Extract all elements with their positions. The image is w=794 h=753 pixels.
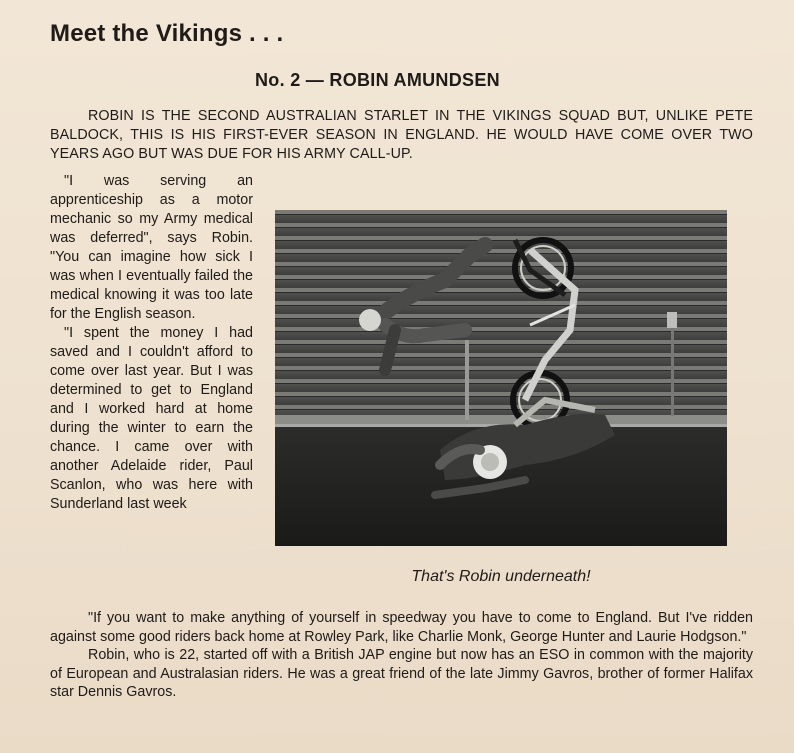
left-column-paragraph: "I was serving an apprenticeship as a motor mechanic so my Army medical was deferred", says Robin. "You can imagine how sick I was when I eventually failed the medical knowing it was too late for the English season. xyxy=(50,173,253,322)
intro-paragraph xyxy=(50,107,753,164)
speedway-photo xyxy=(275,210,727,546)
article-subheading: No. 2 — ROBIN AMUNDSEN xyxy=(255,70,500,90)
body-text xyxy=(50,609,753,702)
page-heading: Meet the Vikings . . . xyxy=(50,20,284,47)
photo-caption: That's Robin underneath! xyxy=(411,568,591,585)
intro-text: ROBIN IS THE SECOND AUSTRALIAN STARLET IN THE VIKINGS SQUAD BUT, UNLIKE PETE BALDOCK, THIS IS HIS FIRST-EVER SEASON IN ENGLAND. HE WOULD HAVE COME OVER TWO YEARS AGO BUT WAS DUE FOR HIS ARMY CALL-UP. xyxy=(50,108,753,162)
crash-photo-illustration xyxy=(275,210,727,546)
left-column-paragraph: "I spent the money I had saved and I couldn't afford to come over last year. But I was determined to get to England and I worked hard at home during the winter to earn the chance. I came over with another Adelaide rider, Paul Scanlon, who was here with Sunderland last week xyxy=(50,325,253,512)
body-paragraph: Robin, who is 22, started off with a British JAP engine but now has an ESO in common with the majority of European and Australasian riders. He was a great friend of the late Jimmy Gavros, brother of former Halifax star Dennis Gavros. xyxy=(50,647,753,700)
body-paragraph: "If you want to make anything of yourself in speedway you have to come to England. But I've ridden against some good riders back home at Rowley Park, like Charlie Monk, George Hunter and Laurie Hodgson." xyxy=(50,610,753,645)
left-column xyxy=(50,172,253,514)
